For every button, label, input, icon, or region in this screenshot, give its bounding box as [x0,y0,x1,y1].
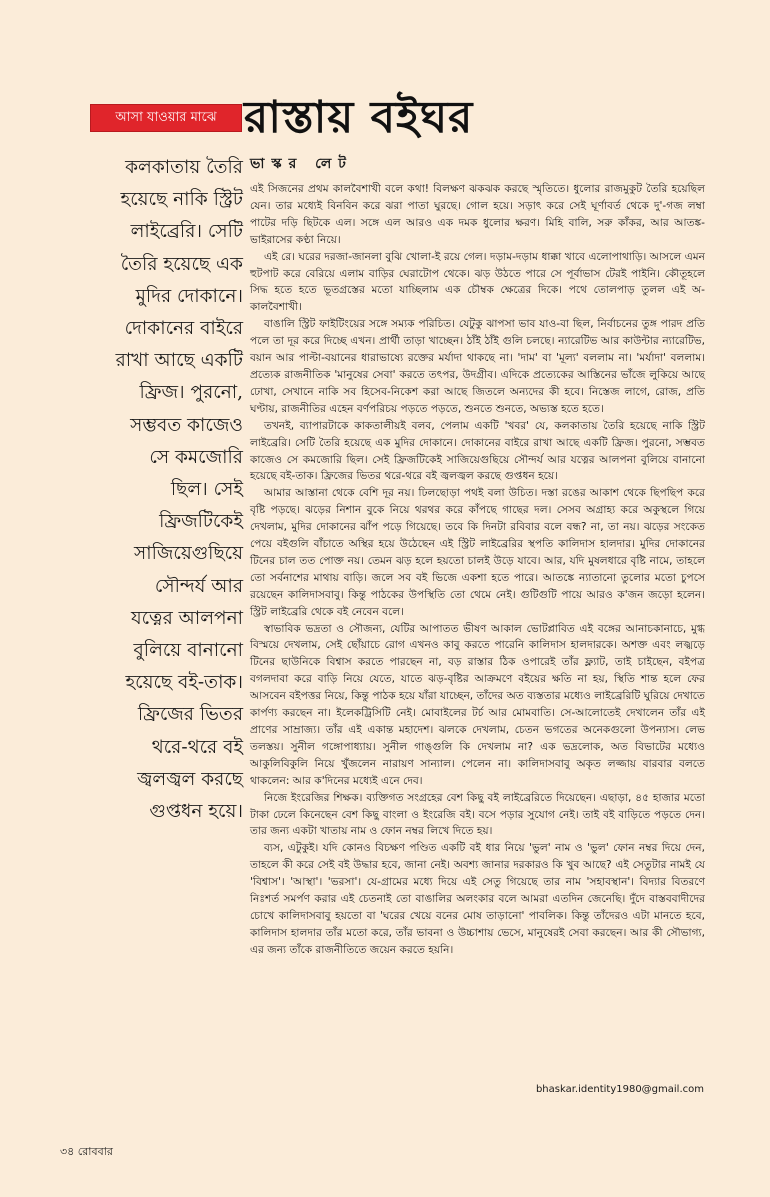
article-paragraph: আমার আস্তানা থেকে বেশি দূর নয়। ঢিলছোড়া পথই বলা উচিত। দস্তা রঙের আকাশ থেকে ছিপছিপ করে বৃষ্টি পড়ছে। ঝড়ের নিশান বুকে নিয়ে থরথর করে কাঁপছে গাছের দল। সেসব অগ্রাহ্য করে অকুস্থলে গিয়ে দেখলাম, মুদির দোকানের ঝাঁপ পড়ে গিয়েছে। তবে কি দিনটা রবিবার বলে বন্ধ? না, তা নয়। ঝড়ের সংকেত পেয়ে বইগুলি বাঁচাতে অস্থির হয়ে উঠেছেন এই স্ট্রিট লাইব্রেরির স্থপতি কালিদাস হালদার। মুদির দোকানের টিনের চাল তত পোক্ত নয়। তেমন ঝড় হলে হয়তো চালই উড়ে যাবে। আর, যদি মুষলধারে বৃষ্টি নামে, তাহলে তো সর্বনাশের মাথায় বাড়ি। জলে সব বই ভিজে একশা হতে পারে। আতঙ্কে ন্যাতানো তুলোর মতো চুপসে রয়েছেন কালিদাসবাবু। কিন্তু পাঠকের উপস্থিতি তো থেমে নেই। গুটিগুটি পায়ে আরও ক'জন জড়ো হলেন। স্ট্রিট লাইব্রেরি থেকে বই নেবেন বলে। [250,487,705,618]
pull-quote-line: রাখা আছে একটি [115,350,243,372]
pull-quote-line: বুলিয়ে বানানো [133,640,243,662]
article-paragraph: এই সিজনের প্রথম কালবৈশাখী বলে কথা! বিলক্ষণ ঝকঝক করছে স্মৃতিতে। ধুলোর রাজমুকুট তৈরি হয়েছিল যেন। তার মধ্যেই বিনবিন করে ঝরা পাতা ঘুরছে। গোল হয়ে। সড়াৎ করে সেই ঘূর্ণাবর্ত থেকে দু'-গজ লম্বা পাটের দড়ি ছিটকে এল। সঙ্গে এল আরও এক দমক ধুলোর ক্ষরণ। মিহি বালি, সরু কাঁকর, আর আতঙ্ক-ভাইরাসের কণ্ঠা নিয়ে। [250,183,705,246]
article-paragraph: নিজে ইংরেজির শিক্ষক। ব্যক্তিগত সংগ্রহের বেশ কিছু বই লাইব্রেরিতে দিয়েছেন। এছাড়া, ৪৫ হাজার মতো টাকা ঢেলে কিনেছেন বেশ কিছু বাংলা ও ইংরেজি বই। বসে পড়ার সুযোগ নেই। তাই বই বাড়িতে পড়তে দেন। তার জন্য একটা খাতায় নাম ও ফোন নম্বর লিখে দিতে হয়। [250,791,705,838]
pull-quote-line: সৌন্দর্য আর [154,575,243,597]
pull-quote-line: ফ্রিজ। পুরনো, [139,382,243,404]
pull-quote-line: সম্ভবত কাজেও [130,414,243,436]
pull-quote-line: হয়েছে বই-তাক। [125,672,243,694]
author-email: bhaskar.identity1980@gmail.com [535,1084,704,1095]
pull-quote [60,152,243,828]
article-title: রাস্তায় বইঘর [244,92,474,143]
article-paragraph: স্বাভাবিক ভদ্রতা ও সৌজন্য, যেটির আপাতত ভীষণ আকাল ভোটপ্লাবিত এই বঙ্গের আনাচকানাচে, মুগ্ধ বিস্ময়ে দেখলাম, সেই ছোঁয়াচে রোগ এখনও কাবু করতে পারেনি কালিদাস হালদারকে। অশক্ত এবং লজ্ঝড়ে টিনের ছাউনিকে বিশ্বাস করতে পারছেন না, বড় রাস্তার ঠিক ওপারেই তাঁর ফ্ল্যাট, তাই চাইছেন, বইপত্র বগলদাবা করে বাড়ি নিয়ে যেতে, যাতে ঝড়-বৃষ্টির আক্রমণে বইয়ের ক্ষতি না হয়, স্থিতি শান্ত হলে ফের আসবেন বইপত্তর নিয়ে, কিন্তু পাঠক হয়ে যাঁরা যাচ্ছেন, তাঁদের অত ব্যস্ততার মধ্যেও লাইব্রেরিটি ঘুরিয়ে দেখাতে কার্পণ্য করছেন না। ইলেকট্রিসিটি নেই। মোবাইলের টর্চ আর মোমবাতি। সে-আলোতেই দেখালেন তাঁর এই প্রাণের সাম্রাজ্য। তাঁর এই একান্ত মহাদেশ। ঝলকে দেখলাম, চেতন ভগতের অনেকগুলো উপন্যাস। লেভ তলস্তয়। সুনীল গঙ্গোপাধ্যায়। সুনীল গাঙ্গুলি কি দেখলাম না? এক ভদ্রলোক, অত বিভাটের মধ্যেও আকুলিবিকুলি নিয়ে খুঁজলেন নারায়ণ সান্যাল। পেলেন না। কালিদাসবাবু অকৃত লজ্জায় বারবার বলতে থাকলেন: আর ক'দিনের মধ্যেই এনে দেব। [250,622,705,787]
pull-quote-line: লাইব্রেরি। সেটি [130,221,243,243]
pull-quote-line: ছিল। সেই [170,479,243,501]
author-byline: ভাস্কর লেট [250,156,353,172]
pull-quote-line: গুপ্তধন হয়ে। [149,801,243,823]
page-folio: ৩৪ রোববার [60,1145,113,1158]
article-paragraph: তখনই, ব্যাপারটাকে কাকতালীয়ই বলব, পেলাম একটি 'খবর' যে, কলকাতায় তৈরি হয়েছে নাকি স্ট্রিট লাইব্রেরি। সেটি তৈরি হয়েছে এক মুদির দোকানে। দোকানের বাইরে রাখা আছে একটি ফ্রিজ। পুরনো, সম্ভবত কাজেও সে কমজোরি ছিল। সেই ফ্রিজটিকেই সাজিয়েগুছিয়ে সৌন্দর্য আর যত্নের আলপনা বুলিয়ে বানানো হয়েছে বই-তাক। ফ্রিজের ভিতর থরে-থরে বই জ্বলজ্বল করছে গুপ্তধন হয়ে। [250,419,705,483]
pull-quote-line: সাজিয়েগুছিয়ে [133,543,243,565]
article-paragraph: ব্যস, এটুকুই। যদি কোনও বিচক্ষণ পণ্ডিত একটি বই ধার নিয়ে 'ভুল' নাম ও 'ভুল' ফোন নম্বর দিয়ে দেন, তাহলে কী করে সেই বই উদ্ধার হবে, জানা নেই। অবশ্য জানার দরকারও কি খুব আছে? এই সেতুটার নামই যে 'বিশ্বাস'। 'আস্থা'। 'ভরসা'। যে-গ্রামের মধ্যে দিয়ে এই সেতু গিয়েছে তার নাম 'সহাবস্থান'। বিদ্যার বিতরণে নিঃশর্ত সমর্পণ করার এই চেতনাই তো বাঙালির অলংকার বলে আমরা এতদিন জেনেছি। দুঁদে বাস্তববাদীদের চোখে কালিদাসবাবু হয়তো বা 'ঘরের খেয়ে বনের মোষ তাড়ানো' পাবলিক। কিন্তু তাঁদেরও এটা মানতে হবে, কালিদাস হালদার তাঁর মতো করে, তাঁর ভাবনা ও উচ্চাশায় ভেসে, মানুষেরই সেবা করছেন। আর কী সৌভাগ্য, এর জন্য তাঁকে রাজনীতিতে জয়েন করতে হয়নি। [250,842,705,956]
pull-quote-line: সে কমজোরি [149,446,243,468]
pull-quote-line: থরে-থরে বই [151,736,243,758]
article-paragraph: এই রে। ঘরের দরজা-জানলা বুঝি খোলা-ই রয়ে গেল। দড়াম-দড়াম ধাক্কা খাবে এলোপাথাড়ি। আসলে এমন হুটপাট করে বেরিয়ে এলাম বাড়ির ঘেরাটোপ থেকে। ঝড় উঠতে পারে সে পূর্বাভাস টেরই পাইনি। কৌতূহলে সিদ্ধ হতে হতে ভূতগ্রস্তের মতো যাচ্ছিলাম এক চৌম্বক ক্ষেত্রের দিকে। পথে তোলপাড় তুলল এই অ-কালবৈশাখী। [250,250,705,314]
pull-quote-line: দোকানের বাইরে [124,318,243,340]
pull-quote-line: জ্বলজ্বল করছে [137,768,243,790]
pull-quote-line: যত্নের আলপনা [130,607,243,629]
article-paragraph: বাঙালি স্ট্রিট ফাইটিংয়ের সঙ্গে সম্যক পরিচিত। যেটুকু ঝাপসা ভাব যাও-বা ছিল, নির্বাচনের তুঙ্গ পারদ প্রতি পলে তা দূর করে দিচ্ছে এখন। প্রার্থী তাড়া খাচ্ছেন। ঠাঁই ঠাঁই গুলি চলছে। ন্যারেটিভ আর কাউন্টার ন্যারেটিভ, বয়ান আর পাল্টা-বয়ানের ধারাভাষ্যে রক্তের মর্যাদা থাকছে না। 'দাম' বা 'মূল্য' বললাম না। 'মর্যাদা' বললাম। প্রত্যেক রাজনীতিক 'মানুষের সেবা' করতে তৎপর, উদগ্রীব। এদিকে প্রত্যেকের আস্তিনের ভাঁজে লুকিয়ে আছে ঢোখা, সেখানে নাকি সব হিসেব-নিকেশ করা আছে জিতলে অন্যদের কী হবে। নিস্তেজ লাগে, রোজ, প্রতি ঘণ্টায়, রাজনীতির এহেন বর্ণপরিচয় পড়তে পড়তে, শুনতে শুনতে, অভ্যস্ত হতে হতে। [250,318,705,415]
pull-quote-line: ফ্রিজের ভিতর [137,704,243,726]
article-body [250,181,705,959]
pull-quote-line: ফ্রিজটিকেই [159,511,243,533]
pull-quote-line: তৈরি হয়েছে এক [120,253,243,275]
pull-quote-line: কলকাতায় তৈরি [125,157,243,178]
pull-quote-line: মুদির দোকানে। [135,285,243,307]
section-tag: আসা যাওয়ার মাঝে [90,104,242,132]
pull-quote-line: হয়েছে নাকি স্ট্রিট [120,189,243,211]
